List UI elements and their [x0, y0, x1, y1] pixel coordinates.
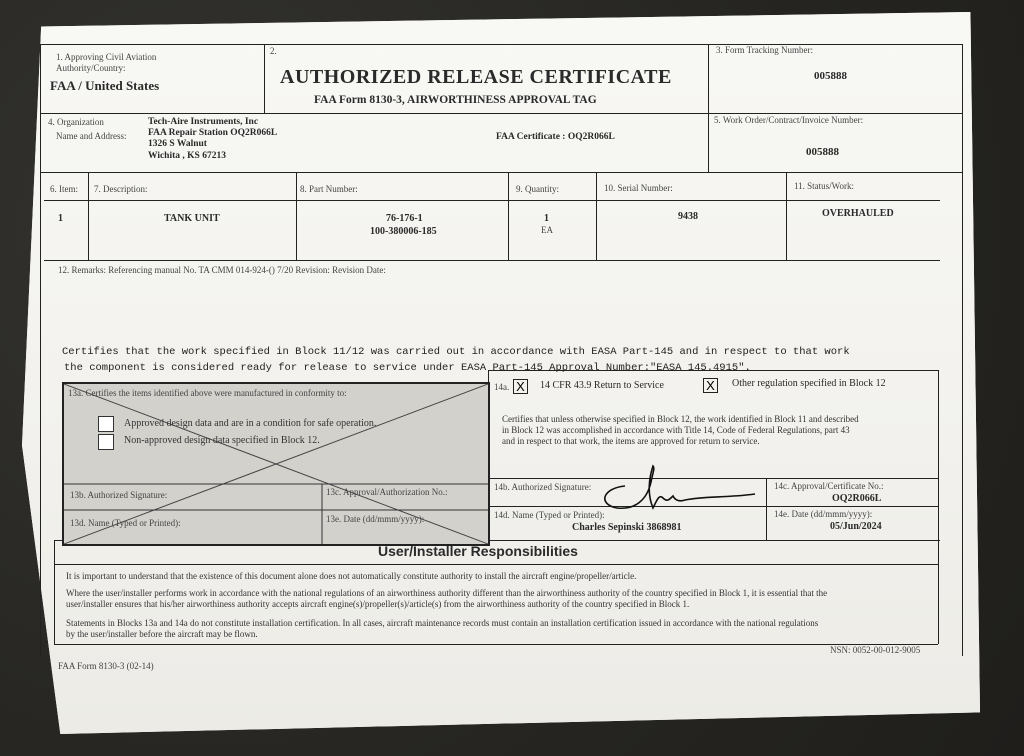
- org-line1: Tech-Aire Instruments, Inc: [148, 117, 259, 127]
- remarks-cert-line1: Certifies that the work specified in Block 11/12 was carried out in accordance with EASA Part-145 and in respect to that work: [62, 346, 850, 358]
- authorized-signature: [595, 464, 765, 514]
- org-line4: Wichita , KS 67213: [148, 151, 226, 161]
- faa-certificate: FAA Certificate : OQ2R066L: [496, 132, 615, 142]
- option-approved-design: Approved design data and are in a condition for safe operation.: [124, 418, 377, 429]
- org-line2: FAA Repair Station OQ2R066L: [148, 128, 278, 138]
- header-description: 7. Description:: [94, 184, 148, 194]
- option-non-approved-design: Non-approved design data specified in Block 12.: [124, 435, 320, 446]
- org-line3: 1326 S Walnut: [148, 139, 207, 149]
- block14a-label: 14a.: [494, 382, 510, 392]
- cell-serial: 9438: [678, 211, 698, 222]
- form-subtitle: FAA Form 8130-3, AIRWORTHINESS APPROVAL TAG: [314, 94, 597, 106]
- approval-certificate-number: OQ2R066L: [832, 493, 882, 504]
- block2-label: 2.: [270, 46, 277, 56]
- block14d-label: 14d. Name (Typed or Printed):: [494, 510, 605, 520]
- header-status: 11. Status/Work:: [794, 181, 854, 191]
- cell-part-number-2: 100-380006-185: [370, 226, 437, 237]
- block13d-label: 13d. Name (Typed or Printed):: [70, 518, 181, 528]
- block13c-label: 13c. Approval/Authorization No.:: [326, 487, 448, 497]
- cell-status: OVERHAULED: [822, 208, 894, 219]
- form-title: AUTHORIZED RELEASE CERTIFICATE: [280, 66, 672, 88]
- signer-name: Charles Sepinski 3868981: [572, 522, 682, 533]
- work-order-number: 005888: [806, 146, 839, 158]
- cell-item: 1: [58, 213, 63, 224]
- block14c-label: 14c. Approval/Certificate No.:: [774, 481, 884, 491]
- block3-label: 3. Form Tracking Number:: [716, 45, 814, 55]
- block5-label: 5. Work Order/Contract/Invoice Number:: [714, 115, 864, 125]
- checkbox-approved-design[interactable]: [98, 416, 114, 432]
- option-other-regulation: Other regulation specified in Block 12: [732, 378, 886, 389]
- cell-quantity: 1: [544, 213, 549, 224]
- checkbox-non-approved-design[interactable]: [98, 434, 114, 450]
- block14-cert-text: Certifies that unless otherwise specified in Block 12, the work identified in Block 11 and described in Block 12 was accomplished in accordance with Title 14, Code of Federal Regulations, part 43 and in respect to that work, the items are approved for return to service.: [502, 414, 859, 446]
- checkbox-14cfr-return-to-service[interactable]: X: [513, 379, 528, 394]
- signature-date: 05/Jun/2024: [830, 521, 882, 532]
- responsibilities-p3: Statements in Blocks 13a and 14a do not constitute installation certification. In all cases, aircraft maintenance records must contain an installation certification issued in accordance with the national regulations by the user/installer before the aircraft may be flown.: [66, 618, 819, 639]
- header-part-number: 8. Part Number:: [300, 184, 358, 194]
- remarks-cert-line2: the component is considered ready for release to service under EASA Part-145 Approval Number:"EASA 145.4915".: [64, 362, 751, 374]
- block13-label: 13a. Certifies the items identified above were manufactured in conformity to:: [68, 388, 347, 398]
- block14b-label: 14b. Authorized Signature:: [494, 482, 592, 492]
- tracking-number: 005888: [814, 70, 847, 82]
- block13e-label: 13e. Date (dd/mmm/yyyy):: [326, 514, 425, 524]
- header-item: 6. Item:: [50, 184, 78, 194]
- block4-label2: Name and Address:: [56, 131, 127, 141]
- form-number: FAA Form 8130-3 (02-14): [58, 661, 154, 671]
- header-quantity: 9. Quantity:: [516, 184, 559, 194]
- cell-quantity-unit: EA: [541, 225, 553, 235]
- block13b-label: 13b. Authorized Signature:: [70, 490, 168, 500]
- cell-description: TANK UNIT: [164, 213, 220, 224]
- option-14cfr: 14 CFR 43.9 Return to Service: [540, 380, 664, 391]
- block1-label: 1. Approving Civil Aviation Authority/Country:: [56, 52, 157, 73]
- nsn-number: NSN: 0052-00-012-9005: [830, 645, 921, 655]
- responsibilities-p1: It is important to understand that the existence of this document alone does not automatically constitute authority to install the aircraft engine/propeller/article.: [66, 571, 637, 581]
- checkbox-other-regulation[interactable]: X: [703, 378, 718, 393]
- block14e-label: 14e. Date (dd/mmm/yyyy):: [774, 509, 873, 519]
- responsibilities-p2: Where the user/installer performs work in accordance with the national regulations of an airworthiness authority different than the airworthiness authority of the country specified in Block 1, it is essential that the user/installer ensures that his/her airworthiness authority accepts aircraft engine(s)/propeller(s)/article(s) from the airworthiness authority of the country specified in Block 1.: [66, 588, 828, 609]
- block1-value: FAA / United States: [50, 78, 160, 93]
- remarks-label: 12. Remarks: Referencing manual No. TA CMM 014-924-() 7/20 Revision: Revision Date:: [58, 265, 386, 275]
- block4-label: 4. Organization: [48, 117, 104, 127]
- block13-area: [62, 382, 490, 546]
- cell-part-number-1: 76-176-1: [386, 213, 423, 224]
- responsibilities-heading: User/Installer Responsibilities: [378, 543, 578, 559]
- header-serial: 10. Serial Number:: [604, 183, 673, 193]
